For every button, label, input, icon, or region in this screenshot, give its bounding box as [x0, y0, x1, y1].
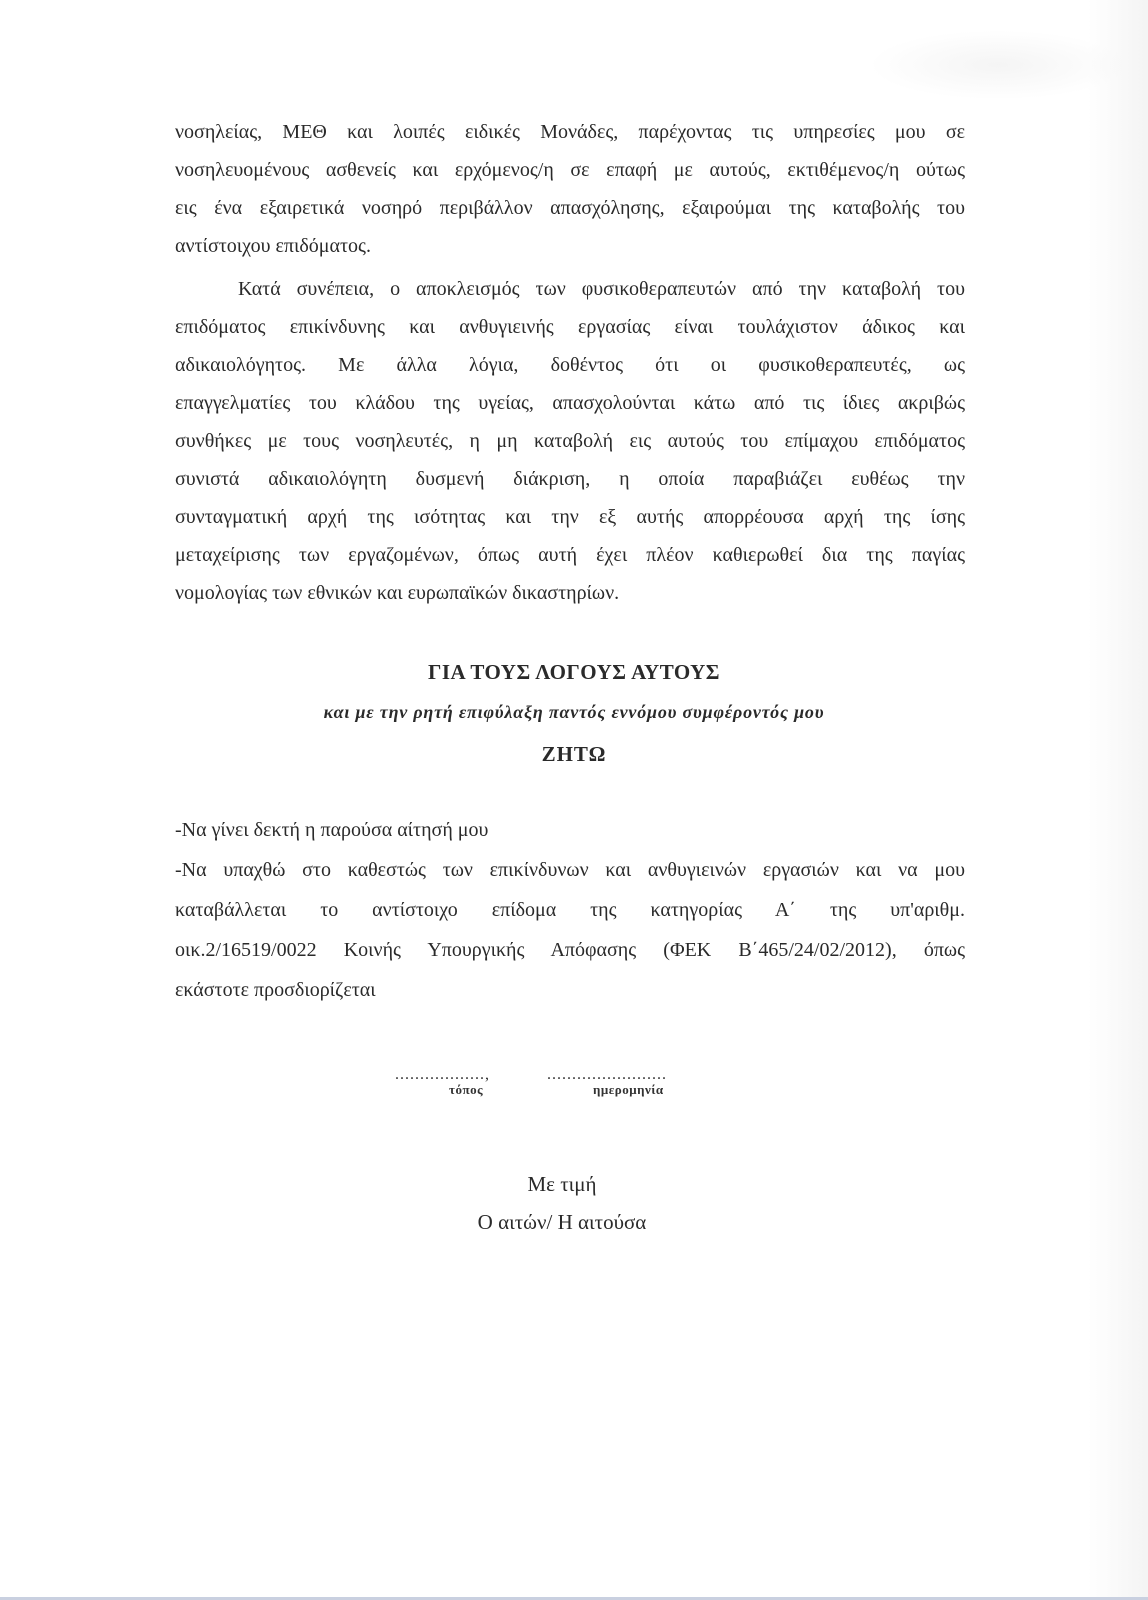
scan-smudge — [868, 30, 1128, 100]
section-heading: ΓΙΑ ΤΟΥΣ ΛΟΓΟΥΣ ΑΥΤΟΥΣ — [427, 660, 721, 684]
date-label: ημερομηνία — [593, 1082, 664, 1097]
place-dotted-line: .................., — [395, 1066, 490, 1083]
paragraph-line: αδικαιολόγητος. Με άλλα λόγια, δοθέντος ότι οι φυσικοθεραπευτές, ως — [175, 354, 965, 376]
paragraph-line: συνθήκες με τους νοσηλευτές, η μη καταβολή εις αυτούς του επίμαχου επιδόματος — [175, 430, 965, 452]
paragraph-line: αντίστοιχου επιδόματος. — [175, 235, 371, 257]
request-line: -Να γίνει δεκτή η παρούσα αίτησή μου — [175, 819, 489, 841]
paragraph-line: επιδόματος επικίνδυνης και ανθυγιεινής εργασίας είναι τουλάχιστον άδικος και — [175, 316, 965, 338]
paragraph-line: νομολογίας των εθνικών και ευρωπαϊκών δικαστηρίων. — [175, 582, 620, 604]
request-line: -Να υπαχθώ στο καθεστώς των επικίνδυνων και ανθυγιεινών εργασιών και να μου — [175, 859, 965, 881]
section-subheading: και με την ρητή επιφύλαξη παντός εννόμου συμφέροντός μου — [323, 702, 825, 722]
request-heading: ΖΗΤΩ — [541, 742, 607, 766]
paragraph-line: συνταγματική αρχή της ισότητας και την εξ αυτής απορρέουσα αρχή της ίσης — [175, 506, 965, 528]
closing-text: Με τιμή — [527, 1172, 597, 1196]
paragraph-line: Κατά συνέπεια, ο αποκλεισμός των φυσικοθεραπευτών από την καταβολή του — [238, 278, 965, 300]
paragraph-line: συνιστά αδικαιολόγητη δυσμενή διάκριση, η οποία παραβιάζει ευθέως την — [175, 468, 965, 490]
paragraph-line: νοσηλείας, ΜΕΘ και λοιπές ειδικές Μονάδες, παρέχοντας τις υπηρεσίες μου σε — [175, 121, 965, 143]
scan-edge-shadow — [1088, 0, 1148, 1600]
request-line: εκάστοτε προσδιορίζεται — [175, 979, 376, 1001]
paragraph-line: νοσηλευομένους ασθενείς και ερχόμενος/η σε επαφή με αυτούς, εκτιθέμενος/η ούτως — [175, 159, 965, 181]
paragraph-line: εις ένα εξαιρετικά νοσηρό περιβάλλον απασχόλησης, εξαιρούμαι της καταβολής του — [175, 197, 965, 219]
paragraph-line: μεταχείρισης των εργαζομένων, όπως αυτή έχει πλέον καθιερωθεί δια της παγίας — [175, 544, 965, 566]
request-line: οικ.2/16519/0022 Κοινής Υπουργικής Απόφασης (ΦΕΚ Β΄465/24/02/2012), όπως — [175, 939, 965, 961]
date-dotted-line: ........................ — [547, 1066, 667, 1083]
applicant-text: Ο αιτών/ Η αιτούσα — [477, 1210, 647, 1234]
paragraph-line: επαγγελματίες του κλάδου της υγείας, απασχολούνται κάτω από τις ίδιες ακριβώς — [175, 392, 965, 414]
request-line: καταβάλλεται το αντίστοιχο επίδομα της κατηγορίας Α΄ της υπ'αριθμ. — [175, 899, 965, 921]
place-label: τόπος — [449, 1082, 484, 1097]
